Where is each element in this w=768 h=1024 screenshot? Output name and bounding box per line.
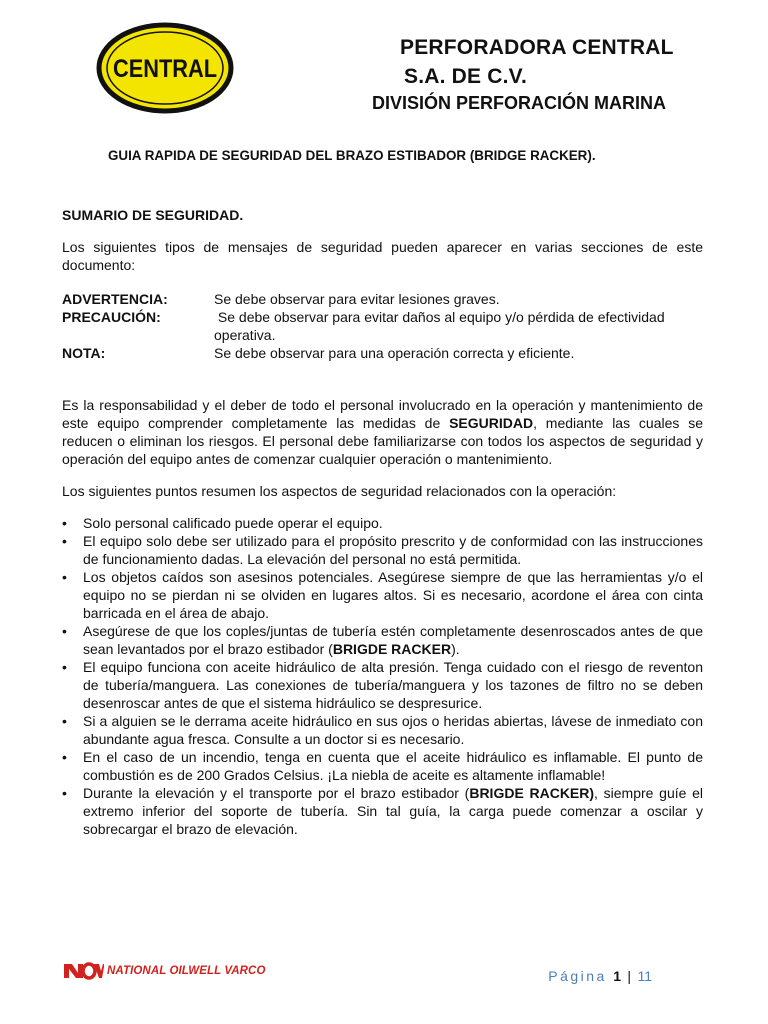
responsibility-text-before: Es la responsabilidad y el deber de todo el personal involucrado en la operación y mantenimiento de este equipo comprender completamente las medidas de: [62, 397, 703, 431]
central-logo: [96, 22, 234, 114]
bullet-text: En el caso de un incendio, tenga en cuenta que el aceite hidráulico es inflamable. El punto de combustión es de 200 Grados Celsius. ¡La niebla de aceite es altamente inflamable!: [83, 749, 703, 783]
bullet-text: Durante la elevación y el transporte por el brazo estibador (: [83, 785, 470, 801]
summary-heading: SUMARIO DE SEGURIDAD.: [62, 207, 244, 223]
responsibility-emphasis: SEGURIDAD: [449, 415, 534, 431]
list-item: [62, 748, 703, 784]
nov-brand-text: NATIONAL OILWELL VARCO: [107, 965, 266, 977]
intro-paragraph: Los siguientes tipos de mensajes de seguridad pueden aparecer en varias secciones de este documento:: [62, 239, 703, 273]
term-row-nota: [62, 344, 703, 362]
points-intro: Los siguientes puntos resumen los aspectos de seguridad relacionados con la operación:: [62, 483, 617, 499]
term-name: ADVERTENCIA:: [62, 291, 168, 307]
list-item: [62, 568, 703, 622]
responsibility-paragraph: [62, 396, 703, 468]
bullet-text: El equipo solo debe ser utilizado para el propósito prescrito y de conformidad con las instrucciones de funcionamiento dadas. La elevación del personal no está permitida.: [83, 533, 703, 567]
message-types-list: [62, 290, 703, 362]
company-division: DIVISIÓN PERFORACIÓN MARINA: [372, 93, 667, 113]
logo-text: CENTRAL: [113, 55, 217, 83]
page-current: 1: [613, 968, 622, 984]
nov-mark-icon: [64, 962, 104, 980]
page-separator: |: [627, 968, 632, 984]
page-number: [548, 968, 652, 984]
term-description: Se debe observar para evitar lesiones graves.: [214, 291, 500, 307]
term-name: PRECAUCIÓN:: [62, 309, 161, 325]
nov-logo: [64, 962, 266, 980]
list-item: [62, 532, 703, 568]
company-name: PERFORADORA CENTRAL: [400, 36, 674, 59]
term-row-advertencia: [62, 290, 703, 308]
list-item: [62, 622, 703, 658]
bullet-text: Si a alguien se le derrama aceite hidráulico en sus ojos o heridas abiertas, lávese de inmediato con abundante agua fresca. Consulte a un doctor si es necesario.: [83, 713, 703, 747]
bullet-text-after: , siempre guíe el extremo inferior del soporte de tubería. Sin tal guía, la carga puede comenzar a oscilar y sobrecargar el brazo de elevación.: [83, 785, 704, 837]
bullet-emphasis: BRIGDE RACKER): [469, 785, 595, 801]
list-item: [62, 784, 703, 838]
term-row-precaucion: [62, 308, 703, 344]
bullet-text: El equipo funciona con aceite hidráulico de alta presión. Tenga cuidado con el riesgo de reventon de tubería/manguera. Las conexiones de tubería/manguera y los tazones de filtro no se deben desenroscar antes de que el sistema hidráulico se despresurice.: [83, 659, 703, 711]
document-title: GUIA RAPIDA DE SEGURIDAD DEL BRAZO ESTIBADOR (BRIDGE RACKER).: [108, 148, 596, 163]
document-body: [62, 206, 703, 838]
bullet-emphasis: BRIGDE RACKER: [332, 641, 452, 657]
bullet-text-after: ).: [451, 641, 460, 657]
page-total: 11: [637, 968, 652, 984]
safety-points-list: [62, 514, 703, 838]
list-item: [62, 514, 703, 532]
bullet-text: Los objetos caídos son asesinos potenciales. Asegúrese siempre de que las herramientas y/o el equipo no se pierdan ni se olviden en lugares altos. Si es necesario, acordone el área con cinta barricada en el área de abajo.: [83, 569, 703, 621]
term-description: Se debe observar para una operación correcta y eficiente.: [214, 345, 575, 361]
page-label: Página: [548, 968, 607, 984]
list-item: [62, 712, 703, 748]
bullet-text: Solo personal calificado puede operar el equipo.: [83, 515, 383, 531]
term-name: NOTA:: [62, 345, 106, 361]
responsibility-text-after: , mediante las cuales se reducen o eliminan los riesgos. El personal debe familiarizarse con todos los aspectos de seguridad y operación del equipo antes de comenzar cualquier operación o mantenimiento.: [62, 415, 703, 467]
company-legal-form: S.A. DE C.V.: [404, 65, 527, 88]
bullet-text: Asegúrese de que los coples/juntas de tubería estén completamente desenroscados antes de que sean levantados por el brazo estibador (: [83, 623, 703, 657]
list-item: [62, 658, 703, 712]
term-description: Se debe observar para evitar daños al equipo y/o pérdida de efectividad operativa.: [214, 309, 669, 343]
